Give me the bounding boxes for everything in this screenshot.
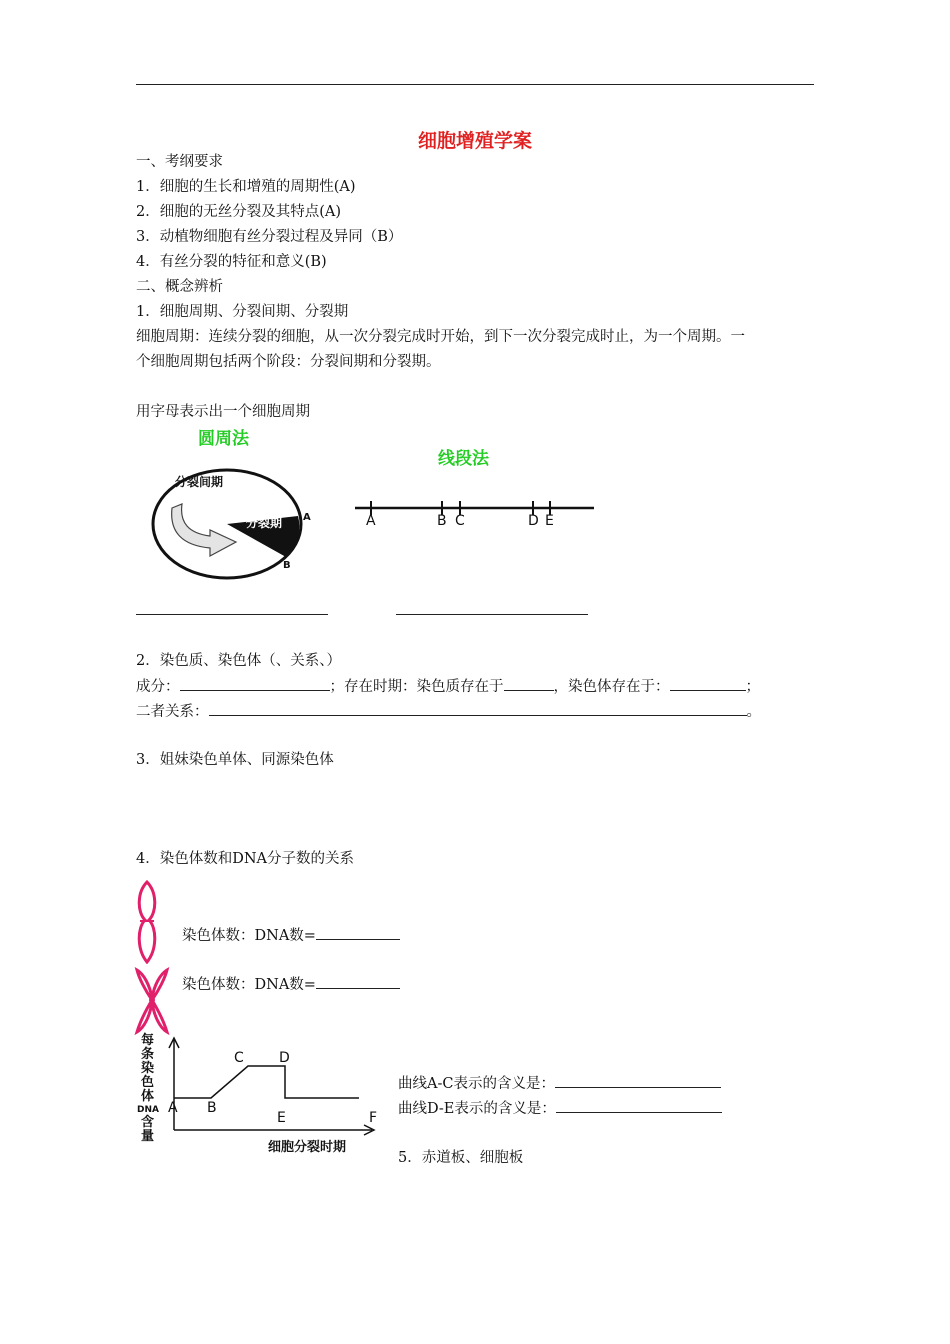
list-item: 3．动植物细胞有丝分裂过程及异同（B） [136,229,403,245]
dna-content-line [174,1066,359,1098]
data-point-label-B: B [207,1100,217,1116]
question-title: 4．染色体数和DNA分子数的关系 [136,851,355,867]
section-heading: 二、概念辨析 [136,279,223,295]
data-point-label-A: A [168,1100,178,1116]
answer-blank[interactable] [670,676,746,691]
dna-content-chart [134,1030,384,1160]
point-label-B: B [437,513,447,529]
interphase-label: 分裂间期 [175,475,224,489]
answer-blank[interactable] [209,701,747,716]
answer-blank[interactable] [316,925,400,940]
chromosome-single-icon [130,880,164,964]
fill-label: 成分： [136,679,180,695]
data-point-label-C: C [234,1050,244,1066]
diagram-prompt: 用字母表示出一个细胞周期 [136,404,310,420]
fill-label: 二者关系： [136,704,209,720]
question-title: 2．染色质、染色体（、关系、） [136,653,341,669]
fill-label: ，染色体存在于： [553,679,670,695]
ratio-label: 染色体数：DNA数= [182,977,316,993]
answer-blank[interactable] [316,974,400,989]
ratio-line [182,974,400,995]
point-label-E: E [545,513,554,529]
answer-blank[interactable] [136,614,328,615]
section-heading: 一、考纲要求 [136,154,223,170]
page-title: 细胞增殖学案 [417,130,532,152]
point-label-A: A [366,513,376,529]
data-point-label-D: D [279,1050,290,1066]
fill-label: 。 [746,704,761,720]
curve-question [398,1098,722,1119]
mphase-label: 分裂期 [246,516,283,530]
question-title: 1．细胞周期、分裂间期、分裂期 [136,304,349,320]
fill-line [136,676,760,697]
answer-blank[interactable] [555,1073,721,1088]
fill-label: ；存在时期：染色质存在于 [329,679,504,695]
point-label-C: C [455,513,465,529]
list-item: 2．细胞的无丝分裂及其特点(A) [136,204,342,220]
point-label-D: D [528,513,539,529]
answer-blank[interactable] [504,676,554,691]
question-title: 5．赤道板、细胞板 [398,1150,524,1166]
circle-diagram-title: 圆周法 [198,429,249,449]
segment-diagram-title: 线段法 [438,449,489,469]
circle-diagram [140,424,330,584]
fill-line [136,701,761,722]
curve-question-label: 曲线A-C表示的含义是： [398,1076,555,1092]
definition-text: 细胞周期：连续分裂的细胞，从一次分裂完成时开始，到下一次分裂完成时止，为一个周期。一 [136,329,745,345]
curve-question-label: 曲线D-E表示的含义是： [398,1101,556,1117]
question-title: 3．姐妹染色单体、同源染色体 [136,752,334,768]
ratio-label: 染色体数：DNA数= [182,928,316,944]
data-point-label-E: E [277,1110,286,1126]
data-point-label-F: F [369,1110,378,1126]
fill-label: ； [745,679,760,695]
definition-text: 个细胞周期包括两个阶段：分裂间期和分裂期。 [136,354,441,370]
answer-blank[interactable] [180,676,330,691]
point-a-label: A [303,512,311,523]
answer-blank[interactable] [396,614,588,615]
point-b-label: B [283,560,291,571]
answer-blank[interactable] [556,1098,722,1113]
segment-diagram [350,440,600,535]
chromosome-replicated-icon [131,966,173,1036]
list-item: 1．细胞的生长和增殖的周期性(A) [136,179,356,195]
header-rule [136,84,814,85]
x-axis-label: 细胞分裂时期 [268,1140,347,1155]
ratio-line [182,925,400,946]
list-item: 4．有丝分裂的特征和意义(B) [136,254,327,270]
curve-question [398,1073,721,1094]
y-axis-label: 每条染色体 DNA 含量 [137,1033,159,1144]
